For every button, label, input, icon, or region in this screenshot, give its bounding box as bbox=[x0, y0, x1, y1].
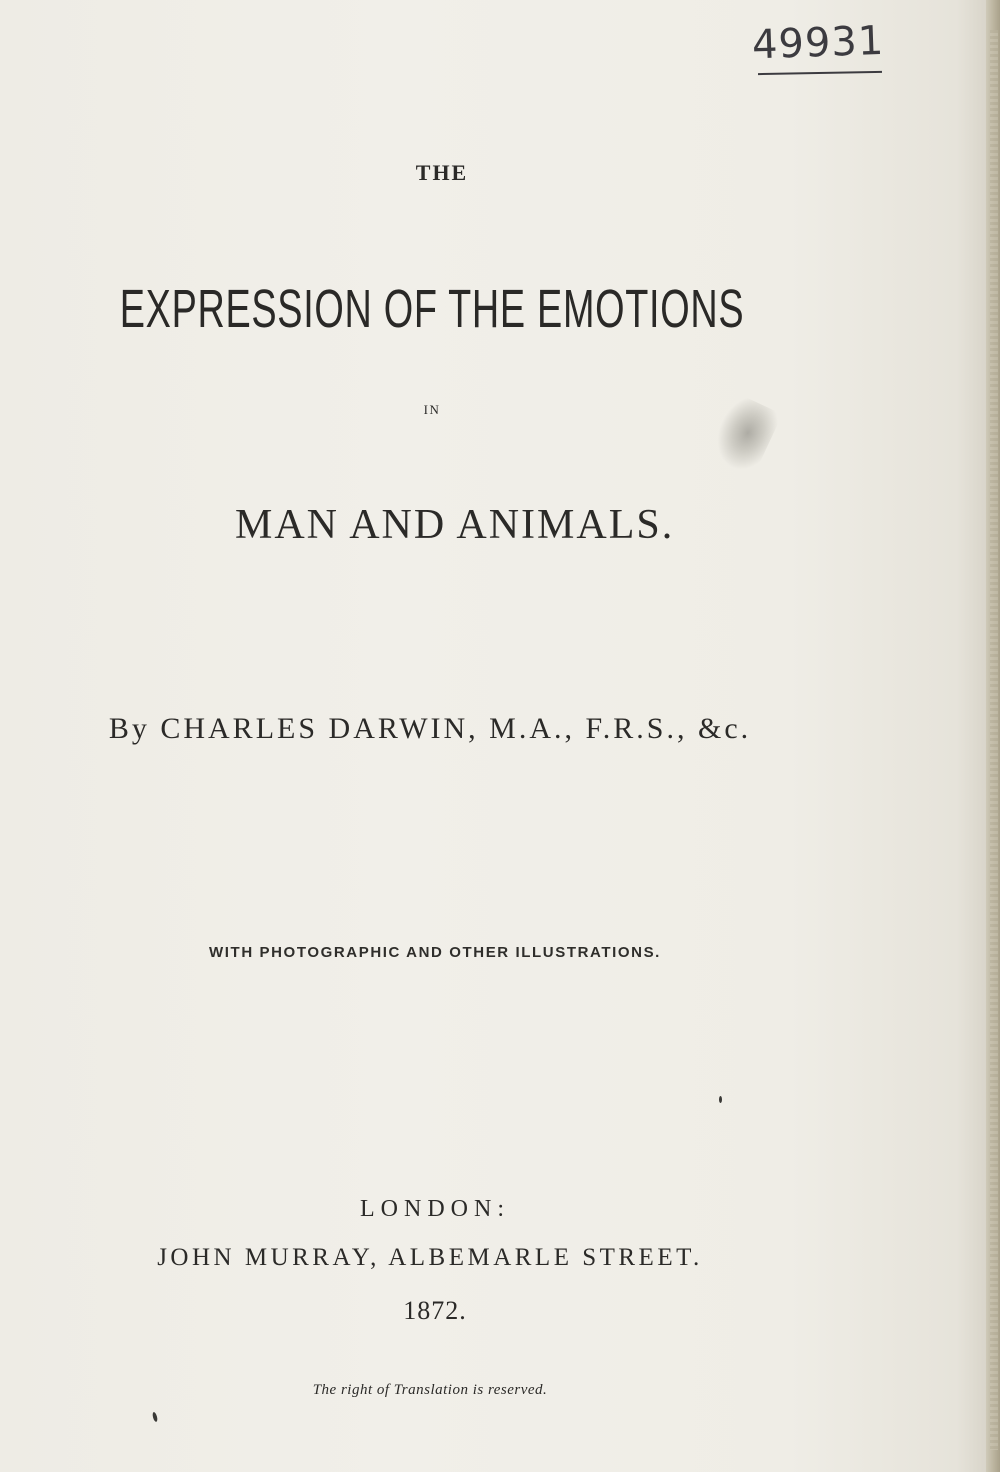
illustrations-note: WITH PHOTOGRAPHIC AND OTHER ILLUSTRATIONS. bbox=[209, 944, 661, 961]
title-the: THE bbox=[415, 160, 469, 185]
imprint-year: 1872. bbox=[403, 1296, 467, 1325]
ink-speck bbox=[719, 1096, 722, 1103]
page-edge-stack bbox=[990, 30, 998, 1450]
accession-number-text: 49931 bbox=[751, 17, 886, 69]
ink-speck bbox=[152, 1412, 158, 1423]
title-subtitle bbox=[235, 496, 675, 549]
rights-notice: The right of Translation is reserved. bbox=[312, 1382, 548, 1398]
handwritten-accession-number bbox=[751, 17, 892, 80]
title-main-text: EXPRESSION OF THE EMOTIONS bbox=[119, 279, 745, 339]
title-subtitle-text: MAN AND ANIMALS. bbox=[235, 502, 675, 548]
ink-smudge bbox=[706, 392, 783, 477]
imprint-publisher: JOHN MURRAY, ALBEMARLE STREET. bbox=[157, 1244, 703, 1271]
imprint-city: LONDON: bbox=[360, 1196, 510, 1222]
author-line: By CHARLES DARWIN, M.A., F.R.S., &c. bbox=[108, 712, 752, 745]
title-in: IN bbox=[423, 402, 441, 417]
accession-underline bbox=[758, 71, 882, 75]
